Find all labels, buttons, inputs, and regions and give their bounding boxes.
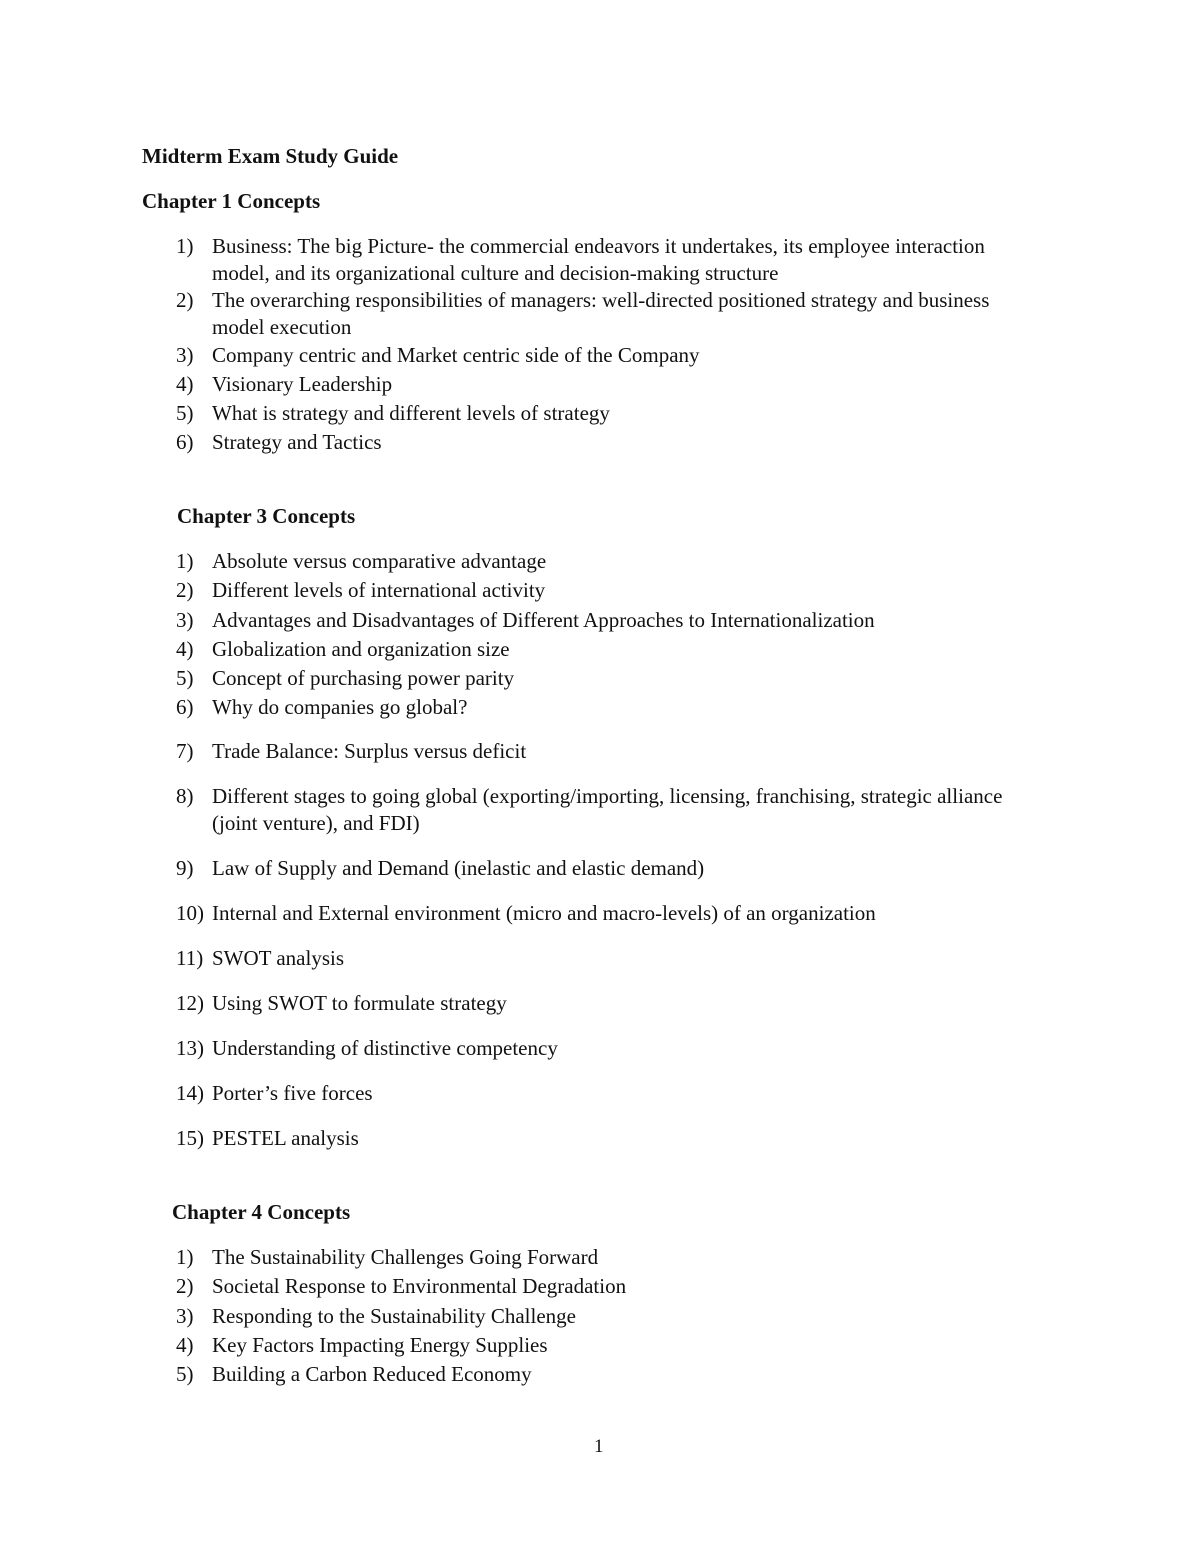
list-item-text: SWOT analysis xyxy=(212,946,345,970)
list-item-text: Law of Supply and Demand (inelastic and elastic demand) xyxy=(212,856,705,880)
chapter-4-heading: Chapter 4 Concepts xyxy=(172,1200,351,1224)
list-item-text: Societal Response to Environmental Degradation xyxy=(212,1274,627,1298)
list-item-number: 6) xyxy=(176,695,194,719)
list-item-number: 11) xyxy=(176,946,204,970)
list-item xyxy=(176,783,1076,837)
list-item xyxy=(176,548,1076,575)
list-item-number: 3) xyxy=(176,608,194,632)
list-item-number: 5) xyxy=(176,1362,194,1386)
list-item xyxy=(176,945,1076,972)
list-item xyxy=(176,900,1076,927)
list-item-text: Trade Balance: Surplus versus deficit xyxy=(212,739,527,763)
list-item-text: Advantages and Disadvantages of Different Approaches to Internationalization xyxy=(212,608,875,632)
list-item xyxy=(176,429,1076,456)
list-item-number: 1) xyxy=(176,1245,194,1269)
list-item-text: Visionary Leadership xyxy=(212,372,393,396)
list-item-number: 2) xyxy=(176,1274,194,1298)
list-item-number: 8) xyxy=(176,784,194,808)
list-item-number: 1) xyxy=(176,234,194,258)
list-item xyxy=(176,400,1076,427)
list-item-text: The Sustainability Challenges Going Forward xyxy=(212,1245,599,1269)
list-item-number: 3) xyxy=(176,343,194,367)
list-item-number: 6) xyxy=(176,430,194,454)
list-item-text: Responding to the Sustainability Challenge xyxy=(212,1304,576,1328)
list-item xyxy=(176,577,1076,604)
list-item xyxy=(176,1244,1076,1271)
list-item xyxy=(176,1080,1076,1107)
list-item-text: Porter’s five forces xyxy=(212,1081,373,1105)
list-item-number: 4) xyxy=(176,1333,194,1357)
list-item-number: 7) xyxy=(176,739,194,763)
list-item xyxy=(176,342,1076,369)
list-item xyxy=(176,665,1076,692)
page-number: 1 xyxy=(594,1436,604,1457)
list-item-number: 13) xyxy=(176,1036,204,1060)
list-item xyxy=(176,371,1076,398)
list-item xyxy=(176,636,1076,663)
list-item-text: Globalization and organization size xyxy=(212,637,510,661)
list-item xyxy=(176,855,1076,882)
list-item-text: Different levels of international activity xyxy=(212,578,546,602)
page-title: Midterm Exam Study Guide xyxy=(142,144,399,168)
list-item-number: 2) xyxy=(176,578,194,602)
list-item xyxy=(176,1125,1076,1152)
list-item-text: Company centric and Market centric side of the Company xyxy=(212,343,700,367)
list-item xyxy=(176,1273,1076,1300)
list-item-text: What is strategy and different levels of strategy xyxy=(212,401,610,425)
list-item xyxy=(176,233,1076,287)
list-item-text: Strategy and Tactics xyxy=(212,430,382,454)
list-item xyxy=(176,1361,1076,1388)
list-item-text: Business: The big Picture- the commercial endeavors it undertakes, its employee interaction model, and its organizational culture and decision-making structure xyxy=(212,234,985,285)
list-item xyxy=(176,694,1076,721)
list-item-text: Absolute versus comparative advantage xyxy=(212,549,547,573)
list-item-number: 2) xyxy=(176,288,194,312)
list-item-number: 10) xyxy=(176,901,204,925)
list-item-text: Understanding of distinctive competency xyxy=(212,1036,558,1060)
list-item-number: 3) xyxy=(176,1304,194,1328)
list-item xyxy=(176,287,1076,341)
list-item-text: Why do companies go global? xyxy=(212,695,468,719)
list-item-number: 15) xyxy=(176,1126,204,1150)
list-item-text: Different stages to going global (exporting/importing, licensing, franchising, strategic alliance (joint venture), and FDI) xyxy=(212,784,1003,835)
list-item xyxy=(176,1035,1076,1062)
chapter-3-heading: Chapter 3 Concepts xyxy=(177,504,356,528)
list-item-text: Internal and External environment (micro and macro-levels) of an organization xyxy=(212,901,876,925)
list-item xyxy=(176,607,1076,634)
list-item-number: 14) xyxy=(176,1081,204,1105)
list-item xyxy=(176,1332,1076,1359)
list-item-text: Building a Carbon Reduced Economy xyxy=(212,1362,532,1386)
list-item-number: 5) xyxy=(176,401,194,425)
chapter-1-heading: Chapter 1 Concepts xyxy=(142,189,321,213)
list-item-text: PESTEL analysis xyxy=(212,1126,359,1150)
list-item-number: 5) xyxy=(176,666,194,690)
list-item-text: Concept of purchasing power parity xyxy=(212,666,515,690)
list-item-text: Key Factors Impacting Energy Supplies xyxy=(212,1333,548,1357)
list-item xyxy=(176,990,1076,1017)
list-item xyxy=(176,738,1076,765)
list-item-number: 12) xyxy=(176,991,204,1015)
list-item-number: 4) xyxy=(176,372,194,396)
list-item-number: 9) xyxy=(176,856,194,880)
list-item-text: Using SWOT to formulate strategy xyxy=(212,991,507,1015)
list-item-number: 1) xyxy=(176,549,194,573)
list-item-text: The overarching responsibilities of managers: well-directed positioned strategy and business model execution xyxy=(212,288,990,339)
list-item xyxy=(176,1303,1076,1330)
list-item-number: 4) xyxy=(176,637,194,661)
